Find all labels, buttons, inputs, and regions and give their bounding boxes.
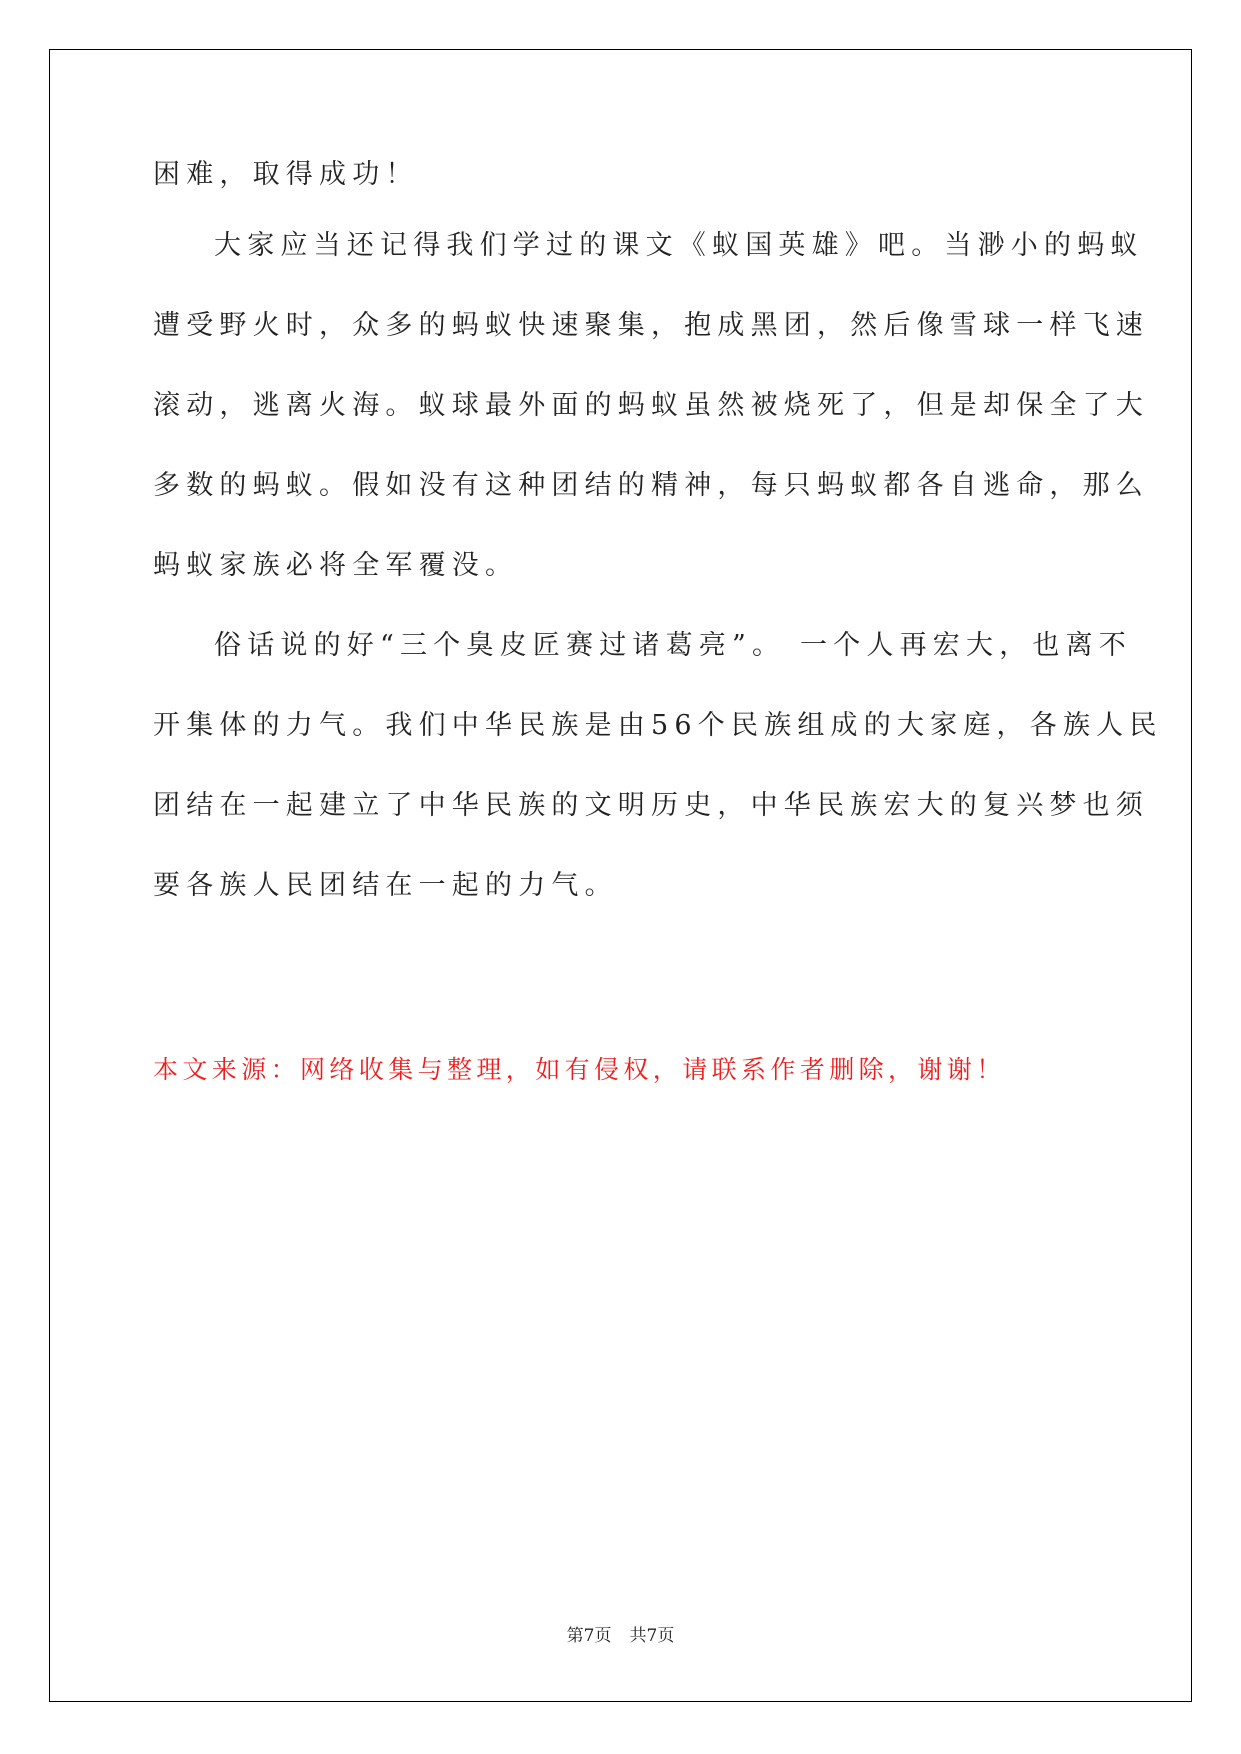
page-number-total: 共7页 [629,1626,675,1646]
paragraph-line: 蚂蚁家族必将全军覆没。 [153,550,519,581]
paragraph-line: 要各族人民团结在一起的力气。 [153,870,618,901]
page-number-current: 第7页 [566,1626,612,1646]
paragraph-line: 开集体的力气。我们中华民族是由56个民族组成的大家庭，各族人民 [153,710,1163,741]
page-footer [0,1624,1241,1648]
paragraph-line: 大家应当还记得我们学过的课文《蚁国英雄》吧。当渺小的蚂蚁 [214,230,1144,261]
source-note: 本文来源：网络收集与整理，如有侵权，请联系作者删除，谢谢！ [153,1055,1006,1084]
paragraph-line: 俗话说的好“三个臭皮匠赛过诸葛亮”。 一个人再宏大，也离不 [214,630,1132,661]
paragraph-line: 困难，取得成功！ [153,159,419,190]
paragraph-line: 多数的蚂蚁。假如没有这种团结的精神，每只蚂蚁都各自逃命，那么 [153,470,1149,501]
paragraph-line: 遭受野火时，众多的蚂蚁快速聚集，抱成黑团，然后像雪球一样飞速 [153,310,1149,341]
paragraph-line: 团结在一起建立了中华民族的文明历史，中华民族宏大的复兴梦也须 [153,790,1149,821]
paragraph-line: 滚动，逃离火海。蚁球最外面的蚂蚁虽然被烧死了，但是却保全了大 [153,390,1149,421]
